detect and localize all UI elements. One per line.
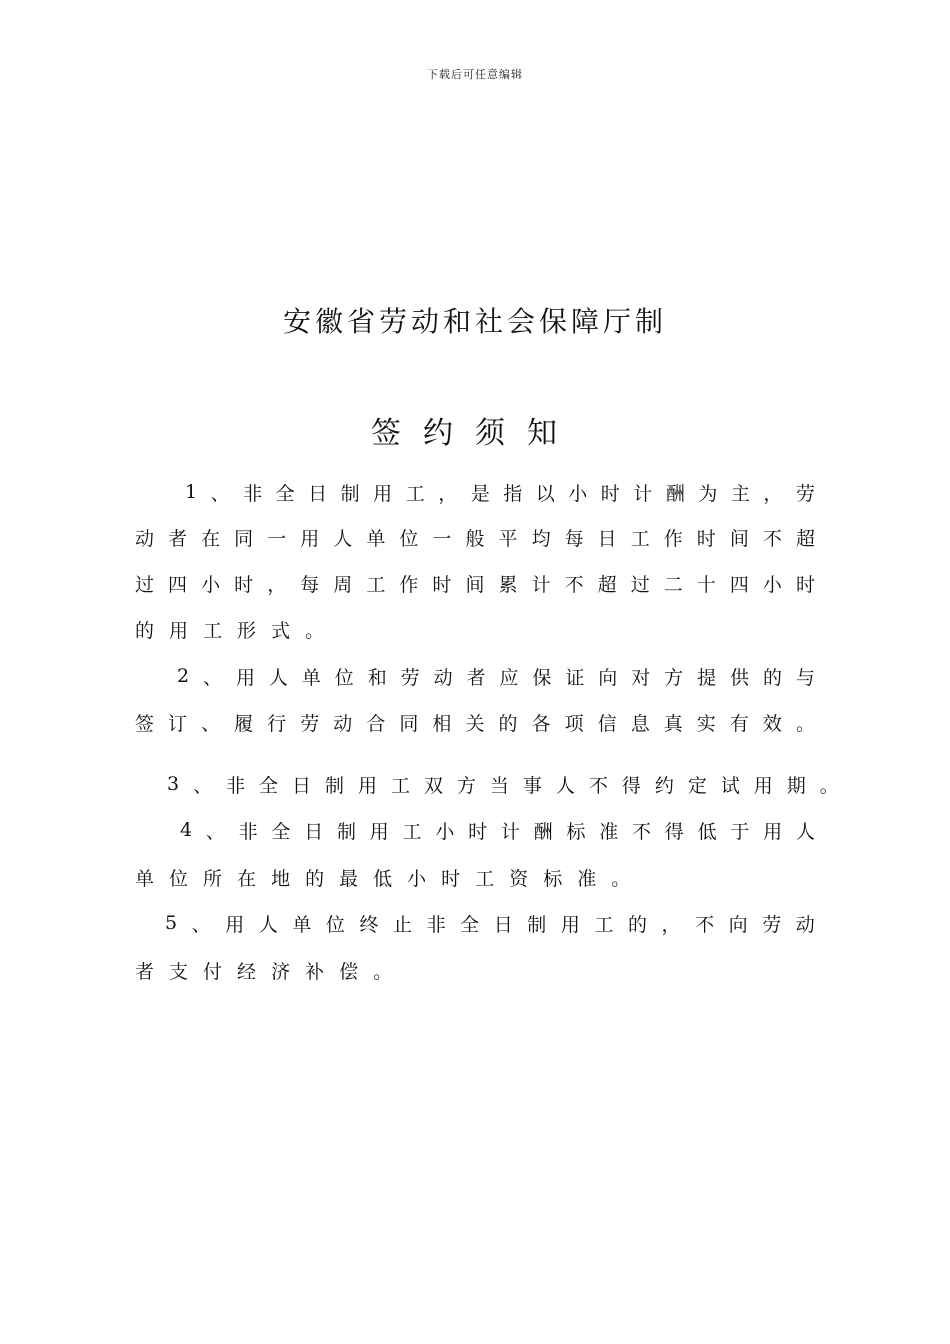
body-line: 动 者 在 同 一 用 人 单 位 一 般 平 均 每 日 工 作 时 间 不 超	[135, 527, 815, 550]
body-line: 签 订 、 履 行 劳 动 合 同 相 关 的 各 项 信 息 真 实 有 效 。	[135, 712, 815, 735]
body-line: 的 用 工 形 式 。	[135, 619, 325, 642]
body-line: 5 、 用 人 单 位 终 止 非 全 日 制 用 工 的 ， 不 向 劳 动	[165, 912, 815, 936]
body-line: 过 四 小 时 ， 每 周 工 作 时 间 累 计 不 超 过 二 十 四 小 时	[135, 573, 815, 596]
body-line: 者 支 付 经 济 补 偿 。	[135, 960, 393, 983]
header-note: 下载后可任意编辑	[427, 68, 523, 81]
body-line: 2 、 用 人 单 位 和 劳 动 者 应 保 证 向 对 方 提 供 的 与	[177, 665, 815, 689]
notice-title: 签约须知	[371, 416, 579, 451]
body-line: 单 位 所 在 地 的 最 低 小 时 工 资 标 准 。	[135, 867, 631, 890]
org-title: 安徽省劳动和社会保障厅制	[282, 305, 667, 338]
body-line: 3 、 非 全 日 制 用 工 双 方 当 事 人 不 得 约 定 试 用 期 。	[167, 773, 839, 797]
body-line: 4 、 非 全 日 制 用 工 小 时 计 酬 标 准 不 得 低 于 用 人	[180, 819, 815, 843]
body-line: 1 、 非 全 日 制 用 工 ， 是 指 以 小 时 计 酬 为 主 ， 劳	[185, 481, 815, 505]
